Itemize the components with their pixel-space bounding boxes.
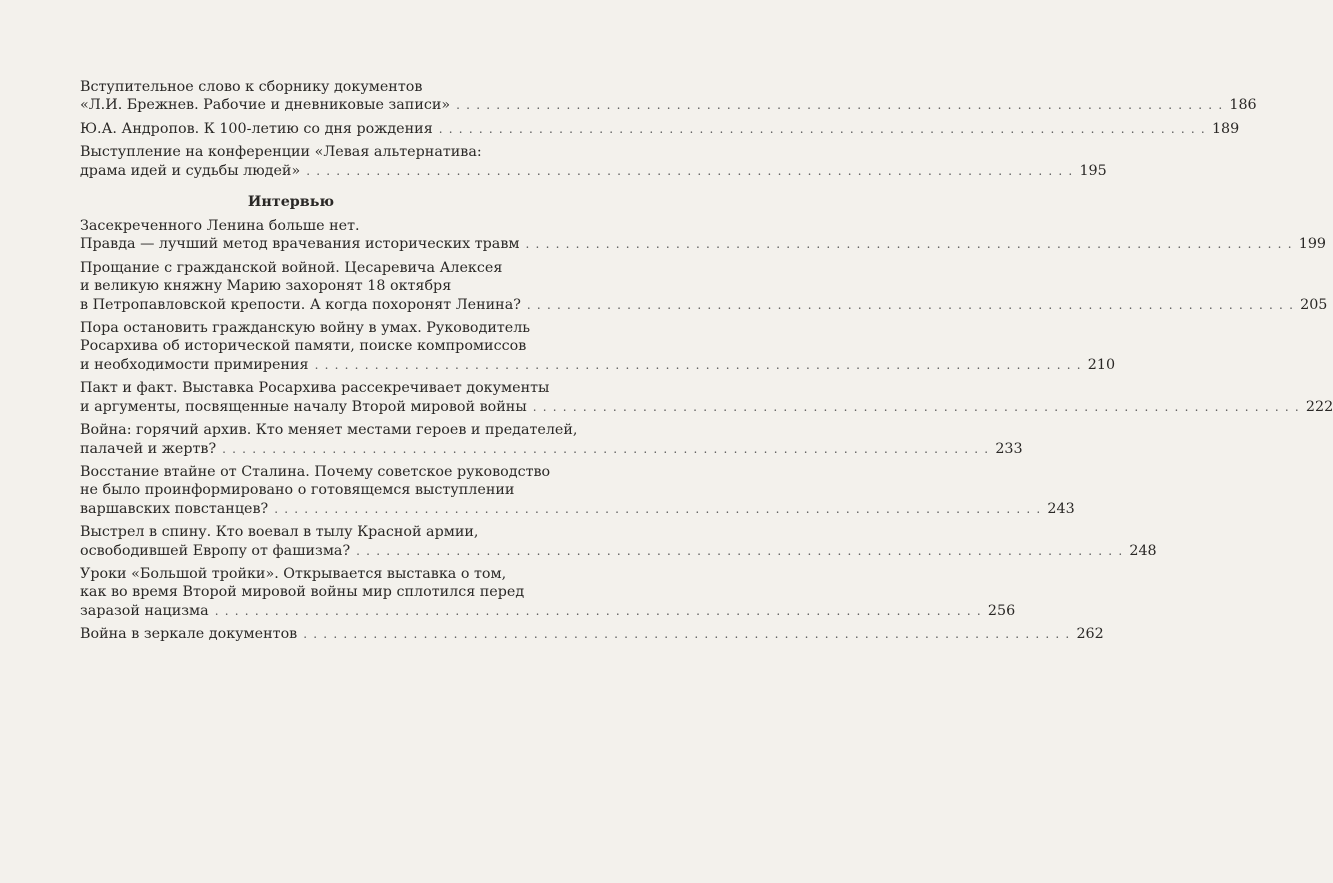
toc-entry-final-line xyxy=(80,398,1333,416)
toc-entry-line: и необходимости примирения xyxy=(80,356,309,373)
toc-entry-line: «Л.И. Брежнев. Рабочие и дневниковые записи» xyxy=(80,97,451,114)
toc-entry-line: драма идей и судьбы людей» xyxy=(80,162,301,179)
table-of-contents xyxy=(80,78,1333,649)
dot-leader xyxy=(527,296,1294,314)
toc-entry-final-line xyxy=(80,440,1023,458)
dot-leader xyxy=(215,602,982,620)
toc-entry-final-line xyxy=(80,235,1327,253)
toc-entry-line: Ю.А. Андропов. К 100-летию со дня рождения xyxy=(80,120,433,137)
toc-entry-line: и аргументы, посвященные началу Второй мировой войны xyxy=(80,398,527,415)
page-number: 248 xyxy=(1129,542,1157,559)
toc-entry-line: в Петропавловской крепости. А когда похоронят Ленина? xyxy=(80,296,521,313)
toc-entry-line: Восстание втайне от Сталина. Почему советское руководство xyxy=(80,463,551,480)
page-number: 222 xyxy=(1305,398,1333,415)
dot-leader xyxy=(439,120,1206,138)
toc-entry xyxy=(80,625,1104,643)
toc-entry-line: как во время Второй мировой войны мир сплотился перед xyxy=(80,584,525,601)
toc-entry-line: и великую княжну Марию захоронят 18 октября xyxy=(80,278,452,295)
toc-entry-final-line xyxy=(80,296,1328,314)
dot-leader xyxy=(274,500,1041,518)
page-number: 186 xyxy=(1229,97,1257,114)
page-number: 262 xyxy=(1076,626,1104,643)
toc-entry xyxy=(80,78,1257,115)
toc-entry-final-line xyxy=(80,602,1016,620)
toc-entry-line: Пакт и факт. Выставка Росархива рассекречивает документы xyxy=(80,380,550,397)
toc-entry xyxy=(80,217,1327,254)
toc-entry-line: Правда — лучший метод врачевания исторических травм xyxy=(80,236,520,253)
toc-entry-line: Вступительное слово к сборнику документов xyxy=(80,79,423,95)
dot-leader xyxy=(306,162,1073,180)
toc-entry-final-line xyxy=(80,356,1116,374)
toc-entry-line: Прощание с гражданской войной. Цесаревича Алексея xyxy=(80,259,503,276)
toc-entry-line: Засекреченного Ленина больше нет. xyxy=(80,218,360,235)
toc-entry-final-line xyxy=(80,500,1075,518)
toc-entry-final-line xyxy=(80,625,1104,643)
toc-entry-final-line xyxy=(80,542,1157,560)
toc-entry-line: Война в зеркале документов xyxy=(80,626,298,643)
toc-entry-final-line xyxy=(80,162,1107,180)
toc-entry-line: не было проинформировано о готовящемся выступлении xyxy=(80,482,515,499)
toc-section-speeches xyxy=(80,78,1257,180)
dot-leader xyxy=(222,440,989,458)
toc-entry-line: освободившей Европу от фашизма? xyxy=(80,542,351,559)
page-number: 233 xyxy=(995,440,1023,457)
toc-entry xyxy=(80,523,1157,560)
toc-entry-line: варшавских повстанцев? xyxy=(80,500,269,517)
toc-entry xyxy=(80,565,1016,620)
toc-entry xyxy=(80,421,1023,458)
dot-leader xyxy=(526,235,1293,253)
toc-entry-line: Война: горячий архив. Кто меняет местами героев и предателей, xyxy=(80,422,578,439)
toc-entry xyxy=(80,120,1240,138)
section-title: Интервью xyxy=(247,194,335,211)
toc-entry-line: Выстрел в спину. Кто воевал в тылу Красной армии, xyxy=(80,524,479,541)
page-number: 189 xyxy=(1211,120,1240,137)
page-number: 199 xyxy=(1298,236,1327,253)
toc-entry-line: Росархива об исторической памяти, поиске компромиссов xyxy=(80,338,527,355)
toc-entry xyxy=(80,319,1116,374)
page-number: 256 xyxy=(987,602,1016,619)
dot-leader xyxy=(356,542,1123,560)
toc-entry xyxy=(80,259,1328,314)
page-number: 195 xyxy=(1079,162,1107,179)
toc-entry-line: Выступление на конференции «Левая альтернатива: xyxy=(80,144,482,161)
toc-entry-line: палачей и жертв? xyxy=(80,440,217,457)
toc-entry xyxy=(80,463,1075,518)
dot-leader xyxy=(303,625,1070,643)
toc-section-interviews xyxy=(80,217,1333,644)
page-number: 205 xyxy=(1300,296,1328,313)
toc-entry xyxy=(80,379,1333,416)
dot-leader xyxy=(456,96,1223,114)
page-number: 210 xyxy=(1087,356,1116,373)
toc-entry-final-line xyxy=(80,96,1257,114)
dot-leader xyxy=(533,398,1300,416)
toc-entry-line: Пора остановить гражданскую войну в умах. Руководитель xyxy=(80,320,531,337)
toc-entry xyxy=(80,143,1107,180)
toc-entry-final-line xyxy=(80,120,1240,138)
page-number: 243 xyxy=(1047,500,1075,517)
dot-leader xyxy=(315,356,1082,374)
toc-entry-line: Уроки «Большой тройки». Открывается выставка о том, xyxy=(80,565,507,582)
toc-entry-line: заразой нацизма xyxy=(80,602,209,619)
section-heading-interviews xyxy=(80,193,570,211)
